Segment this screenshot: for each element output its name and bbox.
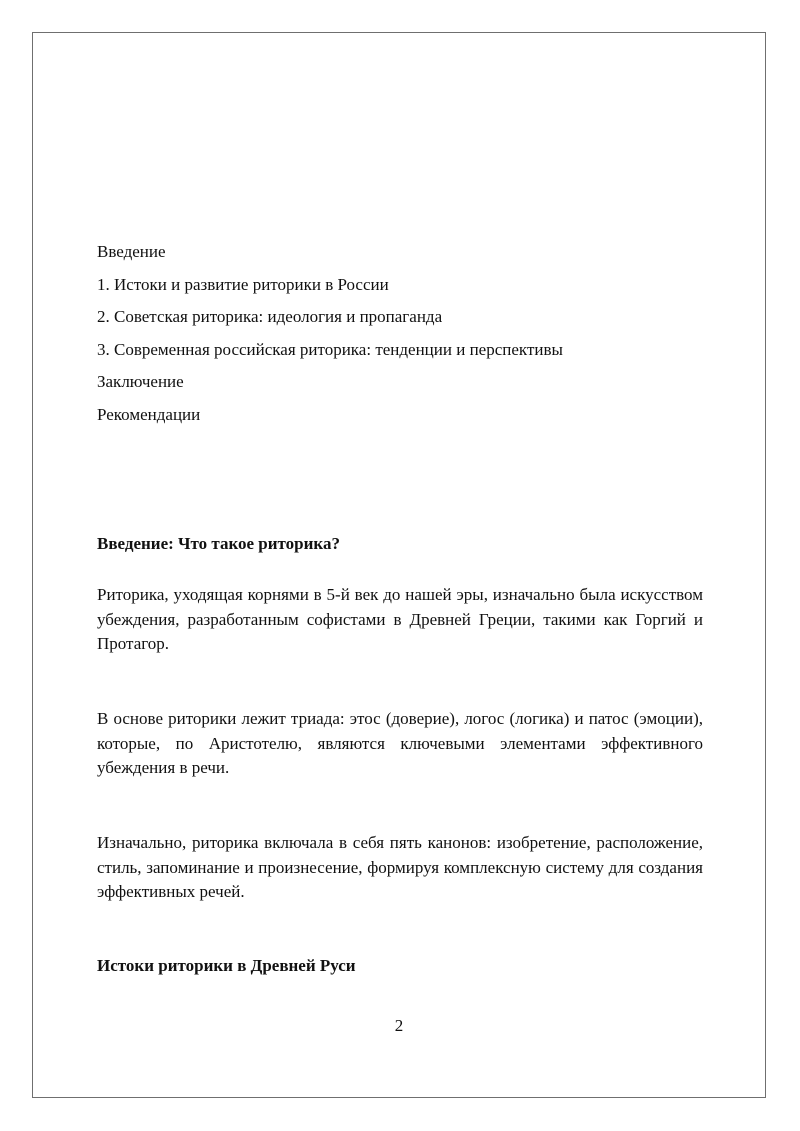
paragraph-2: В основе риторики лежит триада: этос (доверие), логос (логика) и патос (эмоции), которые, по Аристотелю, являются ключевыми элементами эффективного убеждения в речи. (97, 709, 703, 777)
document-page (32, 32, 766, 1098)
table-of-contents (97, 242, 703, 425)
page-content (97, 242, 703, 975)
toc-item-conclusion: Заключение (97, 372, 184, 392)
toc-item-recommendations: Рекомендации (97, 404, 201, 424)
toc-item-1: 1. Истоки и развитие риторики в России (97, 274, 389, 294)
toc-item-introduction: Введение (97, 242, 166, 261)
toc-item-3: 3. Современная российская риторика: тенденции и перспективы (97, 339, 563, 359)
section-heading-introduction: Введение: Что такое риторика? (97, 534, 340, 553)
paragraph-3: Изначально, риторика включала в себя пять канонов: изобретение, расположение, стиль, запоминание и произнесение, формируя комплексную систему для создания эффективных речей. (97, 833, 703, 901)
page-number: 2 (394, 1016, 404, 1035)
paragraph-1: Риторика, уходящая корнями в 5-й век до нашей эры, изначально была искусством убеждения, разработанным софистами в Древней Греции, такими как Горгий и Протагор. (97, 585, 703, 653)
section-heading-origins: Истоки риторики в Древней Руси (97, 956, 356, 975)
toc-item-2: 2. Советская риторика: идеология и пропаганда (97, 307, 443, 327)
